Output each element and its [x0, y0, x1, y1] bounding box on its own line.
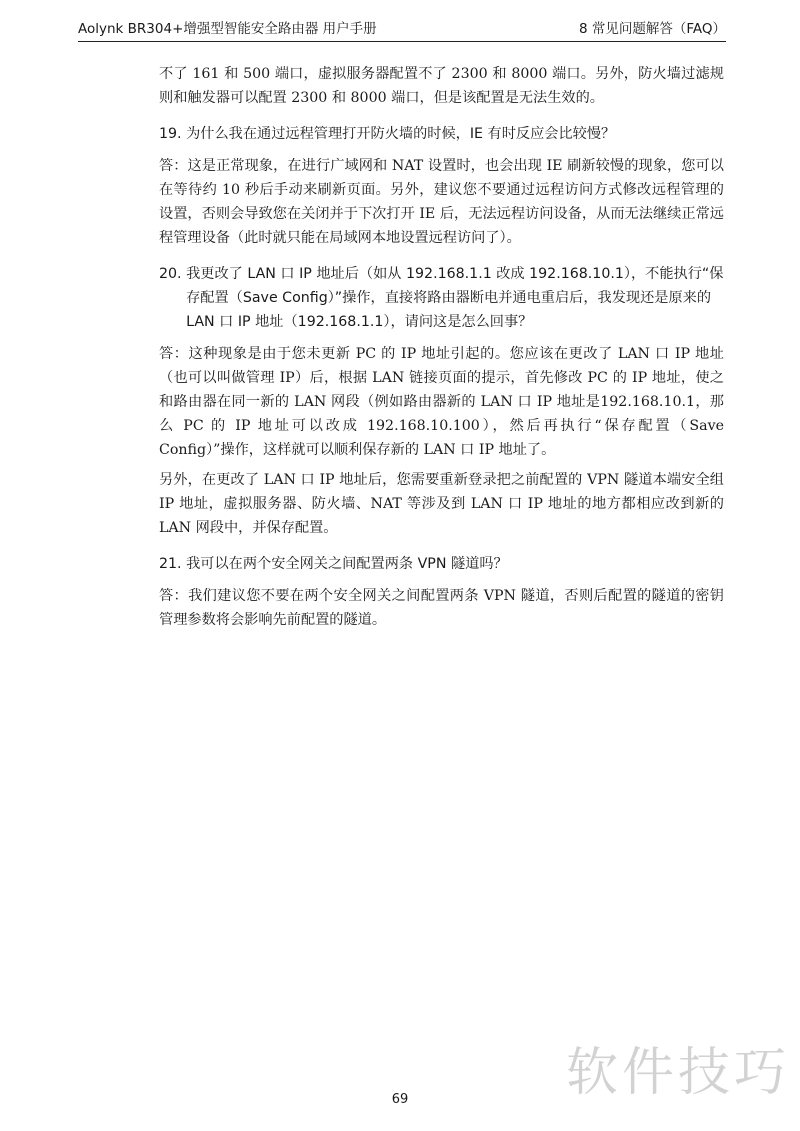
question-text: 为什么我在通过远程管理打开防火墙的时候，IE 有时反应会比较慢？ — [186, 126, 616, 142]
page-number: 69 — [391, 1092, 409, 1107]
header-chapter-title: 8 常见问题解答（FAQ） — [578, 21, 726, 37]
answer-19: 答：这是正常现象，在进行广域网和 NAT 设置时，也会出现 IE 刷新较慢的现象，您可以在等待约 10 秒后手动来刷新页面。另外，建议您不要通过远程访问方式修改远程管理的设置，否则会导致您在关闭并于下次打开 IE 后，无法远程访问设备，从而无法继续正常远程管理设备（此时就只能在局域网本地设置远程访问了）。 — [159, 158, 724, 246]
answer-21: 答：我们建议您不要在两个安全网关之间配置两条 VPN 隧道，否则后配置的隧道的密钥管理参数将会影响先前配置的隧道。 — [159, 588, 724, 628]
question-text: 我更改了 LAN 口 IP 地址后（如从 192.168.1.1 改成 192.168.10.1），不能执行“保存配置（Save Config）”操作，直接将路由器断电并通电重启后，我发现还是原来的 LAN 口 IP 地址（192.168.1.1），请问这是怎么回事？ — [186, 266, 724, 330]
watermark-text: 软件技巧 — [565, 1043, 790, 1103]
answer-20: 答：这种现象是由于您未更新 PC 的 IP 地址引起的。您应该在更改了 LAN 口 IP 地址（也可以叫做管理 IP）后，根据 LAN 链接页面的提示，首先修改 PC 的 IP 地址，使之和路由器在同一新的 LAN 网段（例如路由器新的 LAN 口 IP 地址是192.168.10.1，那么 PC 的 IP 地址可以改成 192.168.10.100），然后再执行“保存配置（Save Config）”操作，这样就可以顺利保存新的 LAN 口 IP 地址了。 — [159, 346, 724, 458]
intro-paragraph: 不了 161 和 500 端口，虚拟服务器配置不了 2300 和 8000 端口。另外，防火墙过滤规则和触发器可以配置 2300 和 8000 端口，但是该配置是无法生效的。 — [159, 66, 724, 106]
page-header — [78, 19, 726, 42]
question-21 — [159, 552, 724, 576]
question-19 — [159, 122, 724, 146]
header-manual-title: Aolynk BR304+增强型智能安全路由器 用户手册 — [78, 21, 377, 37]
question-number: 19. — [159, 126, 182, 142]
question-number: 21. — [159, 556, 182, 572]
question-text: 我可以在两个安全网关之间配置两条 VPN 隧道吗？ — [186, 556, 508, 572]
page-content — [159, 62, 724, 632]
answer-20-extra: 另外，在更改了 LAN 口 IP 地址后，您需要重新登录把之前配置的 VPN 隧道本端安全组 IP 地址，虚拟服务器、防火墙、NAT 等涉及到 LAN 口 IP 地址的地方都相应改到新的 LAN 网段中，并保存配置。 — [159, 472, 724, 536]
question-number: 20. — [159, 266, 182, 282]
question-20 — [159, 262, 724, 334]
